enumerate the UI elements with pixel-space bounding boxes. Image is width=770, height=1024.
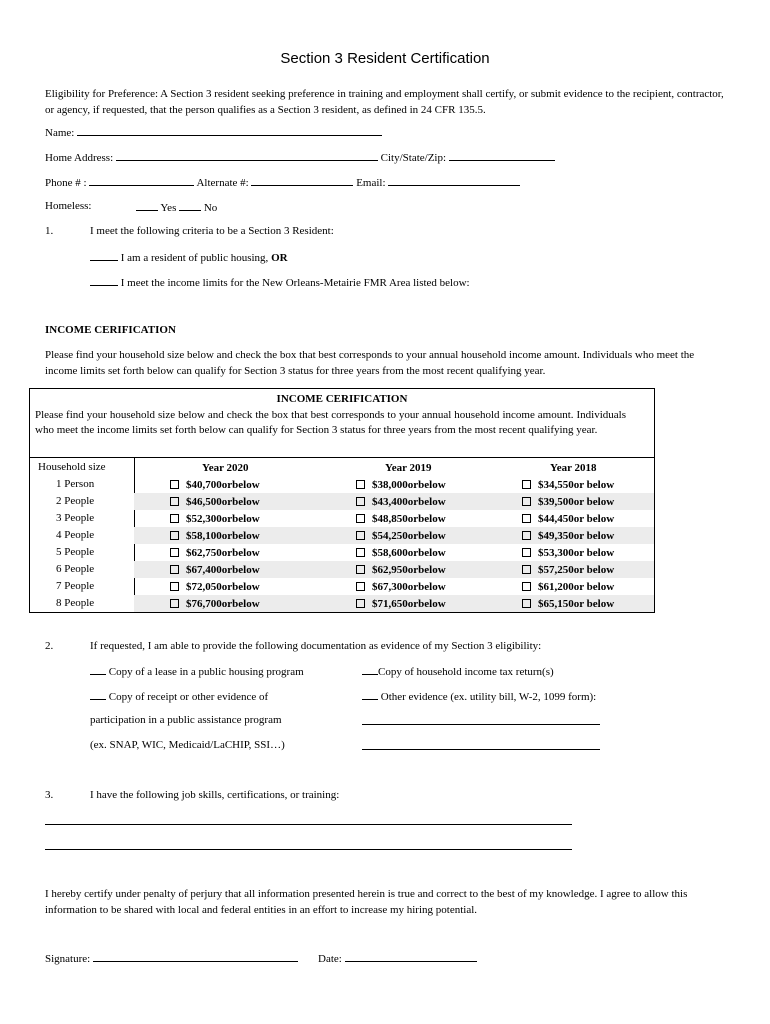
phone-field[interactable]	[89, 175, 194, 186]
household-size-cell: 1 Person	[56, 478, 95, 490]
income-limit-value: $57,250or below	[538, 564, 615, 576]
skills-line-2[interactable]	[45, 849, 572, 850]
yes-field[interactable]	[136, 200, 158, 211]
alternate-field[interactable]	[251, 175, 353, 186]
home-address-label: Home Address:	[45, 152, 114, 164]
receipt-option	[90, 689, 268, 703]
year-header-0: Year 2020	[202, 462, 249, 474]
item1-text: I meet the following criteria to be a Section 3 Resident:	[90, 225, 334, 237]
no-label: No	[203, 202, 218, 214]
income-checkbox[interactable]	[522, 548, 531, 557]
income-limit-value: $34,550or below	[538, 479, 615, 491]
receipt-field[interactable]	[90, 689, 106, 700]
income-checkbox[interactable]	[356, 514, 365, 523]
address-row	[45, 150, 555, 164]
income-checkbox[interactable]	[356, 497, 365, 506]
income-table	[29, 388, 655, 613]
income-limit-value: $65,150or below	[538, 598, 615, 610]
table-text: Please find your household size below and check the box that best corresponds to your annual household income amount. Individuals who meet the income limits set forth below can qualify for Section 3 status for three years from the most recent qualifying year.	[35, 409, 626, 436]
income-limit-value: $62,750orbelow	[186, 547, 260, 559]
other-option	[362, 689, 596, 703]
income-limit-value: $48,850orbelow	[372, 513, 446, 525]
lease-field[interactable]	[90, 664, 106, 675]
tax-label: Copy of household income tax return(s)	[378, 666, 554, 678]
income-limit-value: $38,000orbelow	[372, 479, 446, 491]
income-checkbox[interactable]	[170, 531, 179, 540]
income-checkbox[interactable]	[356, 599, 365, 608]
year-header-1: Year 2019	[385, 462, 432, 474]
income-checkbox[interactable]	[522, 531, 531, 540]
income-checkbox[interactable]	[522, 514, 531, 523]
date-field[interactable]	[345, 951, 477, 962]
income-checkbox[interactable]	[356, 480, 365, 489]
income-checkbox[interactable]	[522, 565, 531, 574]
home-address-field[interactable]	[116, 150, 378, 161]
income-limit-value: $62,950orbelow	[372, 564, 446, 576]
no-field[interactable]	[179, 200, 201, 211]
date-label: Date:	[318, 953, 342, 965]
public-housing-field[interactable]	[90, 250, 118, 261]
income-limit-value: $52,300orbelow	[186, 513, 260, 525]
other-field[interactable]	[362, 689, 378, 700]
income-checkbox[interactable]	[170, 582, 179, 591]
income-checkbox[interactable]	[356, 548, 365, 557]
income-checkbox[interactable]	[170, 480, 179, 489]
tax-field[interactable]	[362, 664, 378, 675]
email-field[interactable]	[388, 175, 520, 186]
signature-label: Signature:	[45, 953, 91, 965]
name-label: Name:	[45, 127, 75, 139]
income-checkbox[interactable]	[170, 497, 179, 506]
income-limit-value: $46,500orbelow	[186, 496, 260, 508]
other-label: Other evidence (ex. utility bill, W-2, 1099 form):	[380, 691, 597, 703]
or-label: OR	[271, 252, 288, 264]
item3-number: 3.	[45, 789, 54, 801]
date-row	[318, 951, 477, 965]
income-heading: INCOME CERIFICATION	[45, 324, 176, 336]
homeless-label: Homeless:	[45, 200, 92, 212]
household-size-cell: 2 People	[56, 495, 95, 507]
item1-option-a	[90, 250, 288, 264]
household-size-cell: 4 People	[56, 529, 95, 541]
table-header	[30, 389, 654, 458]
income-checkbox[interactable]	[356, 582, 365, 591]
skills-line-1[interactable]	[45, 824, 572, 825]
item2-number: 2.	[45, 640, 54, 652]
signature-row	[45, 951, 298, 965]
signature-field[interactable]	[93, 951, 298, 962]
household-size-cell: 3 People	[56, 512, 95, 524]
email-label: Email:	[356, 177, 386, 189]
income-checkbox[interactable]	[522, 497, 531, 506]
income-limit-value: $67,400orbelow	[186, 564, 260, 576]
income-checkbox[interactable]	[522, 480, 531, 489]
income-limit-value: $44,450or below	[538, 513, 615, 525]
homeless-row	[136, 200, 217, 214]
item2-text: If requested, I am able to provide the following documentation as evidence of my Section 3 eligibility:	[90, 640, 542, 652]
income-limit-value: $58,100orbelow	[186, 530, 260, 542]
item1-option-b	[90, 275, 470, 289]
other-evidence-line-2[interactable]	[362, 749, 600, 750]
income-checkbox[interactable]	[356, 565, 365, 574]
phone-label: Phone # :	[45, 177, 87, 189]
household-size-header: Household size	[38, 461, 106, 473]
city-state-zip-field[interactable]	[449, 150, 555, 161]
income-limits-field[interactable]	[90, 275, 118, 286]
lease-label: Copy of a lease in a public housing program	[108, 666, 304, 678]
city-state-zip-label: City/State/Zip:	[380, 152, 447, 164]
income-checkbox[interactable]	[522, 582, 531, 591]
income-checkbox[interactable]	[170, 548, 179, 557]
income-limit-value: $53,300or below	[538, 547, 615, 559]
income-limit-value: $67,300orbelow	[372, 581, 446, 593]
income-checkbox[interactable]	[522, 599, 531, 608]
income-limit-value: $72,050orbelow	[186, 581, 260, 593]
household-size-cell: 6 People	[56, 563, 95, 575]
receipt-label: Copy of receipt or other evidence of	[108, 691, 269, 703]
income-text: Please find your household size below and check the box that best corresponds to your annual household income amount. Individuals who meet the income limits set forth below can qualify for Section 3 status for three years from the most recent qualifying year.	[45, 349, 695, 377]
income-limit-value: $54,250orbelow	[372, 530, 446, 542]
household-size-cell: 5 People	[56, 546, 95, 558]
income-limit-value: $43,400orbelow	[372, 496, 446, 508]
participation-text: participation in a public assistance program	[90, 714, 282, 726]
other-evidence-line-1[interactable]	[362, 724, 600, 725]
income-limits-label: I meet the income limits for the New Orleans-Metairie FMR Area listed below:	[120, 277, 470, 289]
alternate-label: Alternate #:	[196, 177, 249, 189]
income-checkbox[interactable]	[356, 531, 365, 540]
table-title: INCOME CERIFICATION	[276, 393, 408, 405]
public-housing-label: I am a resident of public housing,	[120, 252, 269, 264]
item1-number: 1.	[45, 225, 54, 237]
income-checkbox[interactable]	[170, 514, 179, 523]
examples-text: (ex. SNAP, WIC, Medicaid/LaCHIP, SSI…)	[90, 739, 285, 751]
income-limit-value: $71,650orbelow	[372, 598, 446, 610]
tax-option	[362, 664, 554, 678]
name-row	[45, 125, 382, 139]
phone-row	[45, 175, 520, 189]
income-checkbox[interactable]	[170, 565, 179, 574]
household-size-cell: 7 People	[56, 580, 95, 592]
page-title: Section 3 Resident Certification	[280, 50, 490, 67]
eligibility-text: Eligibility for Preference: A Section 3 resident seeking preference in training and employment shall certify, or submit evidence to the recipient, contractor, or agency, if requested, that the person qualifies as a Section 3 resident, as defined in 24 CFR 135.5.	[45, 88, 724, 116]
income-limit-value: $40,700orbelow	[186, 479, 260, 491]
year-header-2: Year 2018	[550, 462, 597, 474]
item3-text: I have the following job skills, certifications, or training:	[90, 789, 340, 801]
lease-option	[90, 664, 304, 678]
income-limit-value: $76,700orbelow	[186, 598, 260, 610]
income-checkbox[interactable]	[170, 599, 179, 608]
income-limit-value: $61,200or below	[538, 581, 615, 593]
income-limit-value: $39,500or below	[538, 496, 615, 508]
household-size-cell: 8 People	[56, 597, 95, 609]
name-field[interactable]	[77, 125, 382, 136]
yes-label: Yes	[160, 202, 177, 214]
certification-text: I hereby certify under penalty of perjury that all information presented herein is true and correct to the best of my knowledge. I agree to allow this information to be shared with local and federal entities in an effort to increase my hiring potential.	[45, 888, 688, 916]
income-limit-value: $49,350or below	[538, 530, 615, 542]
income-limit-value: $58,600orbelow	[372, 547, 446, 559]
